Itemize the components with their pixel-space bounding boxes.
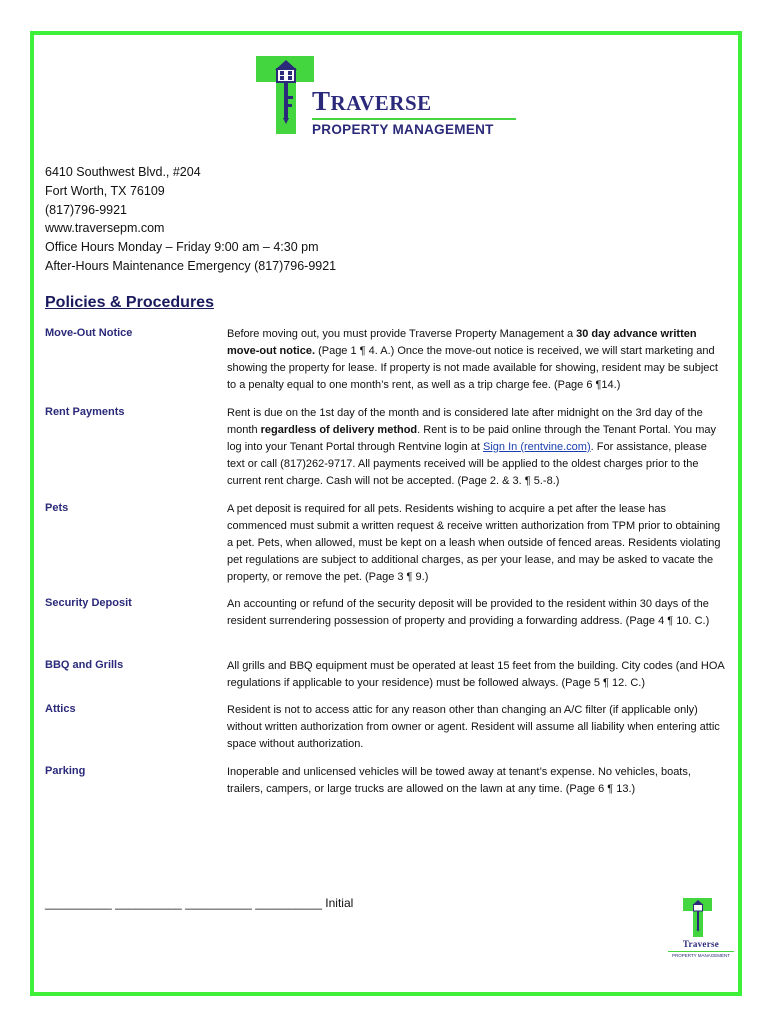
- policy-label-deposit: Security Deposit: [45, 597, 132, 609]
- policy-text-parking: Inoperable and unlicensed vehicles will be towed away at tenant’s expense. No vehicles, boats, trailers, campers, or large trucks are allowed on the lawn at any time. (Page 6 ¶ 13.): [227, 766, 691, 795]
- key-house-icon: [256, 56, 316, 140]
- footer-logo-word: Traverse: [682, 939, 720, 949]
- logo-word-initial: T: [312, 86, 331, 116]
- logo-subtitle: PROPERTY MANAGEMENT: [312, 122, 494, 137]
- footer-logo: [666, 898, 736, 962]
- policy-label-parking: Parking: [45, 765, 86, 777]
- website: www.traversepm.com: [45, 221, 165, 236]
- office-hours: Office Hours Monday – Friday 9:00 am – 4:30 pm: [45, 240, 319, 255]
- policy-text-pets: A pet deposit is required for all pets. Residents wishing to acquire a pet after the lease has commenced must submit a written request & receive written authorization from TPM prior to obtaining a pet. Pets, when allowed, must be kept on a leash when outside of fenced areas. Residents violating pet regulations are subject to additional charges, as per your lease, and may be asked to vacate the property, or remove the pet. (Page 3 ¶ 9.): [227, 503, 721, 583]
- footer-logo-divider: [668, 951, 734, 952]
- phone-number: (817)796-9921: [45, 202, 128, 217]
- after-hours-line: After-Hours Maintenance Emergency (817)796-9921: [45, 258, 337, 273]
- policy-text-move-out: Before moving out, you must provide Traverse Property Management a 30 day advance written move-out notice. (Page 1 ¶ 4. A.) Once the move-out notice is received, we will start marketing and showing the property for lease. If property is not made available for showing, resident may be subject to a penalty equal to one month’s rent, as well as a trip charge fee. (Page 6 ¶14.): [227, 328, 718, 391]
- street-address: 6410 Southwest Blvd., #204: [45, 165, 201, 179]
- contact-block: [45, 163, 336, 276]
- section-title: Policies & Procedures: [45, 294, 214, 311]
- policy-text-rent: Rent is due on the 1st day of the month and is considered late after midnight on the 3rd day of the month regardless of delivery method. Rent is to be paid online through the Tenant Portal. You may log into your Tenant Portal through Rentvine login at Sign In (rentvine.com). For assistance, please text or call (817)262-9717. All payments received will be applied to the oldest charges prior to the current rent charge. Cash will not be accepted. (Page 2. & 3. ¶ 5.-8.): [227, 407, 716, 487]
- policy-label-rent: Rent Payments: [45, 406, 125, 418]
- policy-label-bbq: BBQ and Grills: [45, 659, 124, 671]
- policy-text-deposit: An accounting or refund of the security deposit will be provided to the resident within 30 days of the resident surrendering possession of property and providing a forwarding address. (Page 4 ¶ 10. C.): [227, 598, 710, 627]
- policy-label-move-out: Move-Out Notice: [45, 327, 133, 339]
- logo-word-rest: RAVERSE: [330, 91, 432, 115]
- logo-wordmark: [312, 86, 432, 117]
- policy-label-attics: Attics: [45, 703, 76, 715]
- policy-label-pets: Pets: [45, 502, 69, 514]
- logo-divider: [312, 118, 516, 120]
- footer-logo-subtitle: PROPERTY MANAGEMENT: [671, 953, 731, 958]
- traverse-logo: [256, 56, 520, 140]
- policy-text-bbq: All grills and BBQ equipment must be operated at least 15 feet from the building. City codes (and HOA regulations if applicable to your residence) must be followed always. (Page 5 ¶ 12. C.): [227, 660, 725, 689]
- city-address: Fort Worth, TX 76109: [45, 183, 165, 198]
- rentvine-link[interactable]: Sign In (rentvine.com): [483, 440, 591, 453]
- key-house-icon-small: [683, 898, 713, 940]
- policy-text-attics: Resident is not to access attic for any reason other than changing an A/C filter (if applicable only) without written authorization from owner or agent. Resident will assume all liability when entering attic space without authorization.: [227, 704, 720, 750]
- initials-line: __________ __________ __________ __________ Initial: [45, 896, 354, 910]
